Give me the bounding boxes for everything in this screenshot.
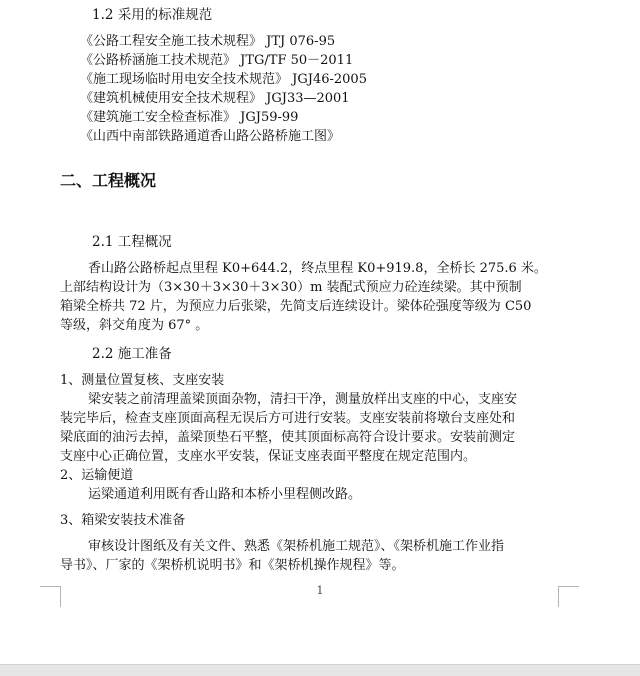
paragraph-line: 装完毕后，检查支座顶面高程无误后方可进行安装。支座安装前将墩台支座处和 (60, 411, 516, 426)
standard-item: 《建筑施工安全检查标准》 JGJ59-99 (80, 110, 299, 125)
standard-item: 《山西中南部铁路通道香山路公路桥施工图》 (80, 129, 341, 144)
paragraph-line: 审核设计图纸及有关文件、熟悉《架桥机施工规范》、《架桥机施工作业指 (88, 539, 505, 554)
paragraph-line: 梁底面的油污去掉，盖梁顶垫石平整，使其顶面标高符合设计要求。安装前测定 (60, 430, 516, 445)
section-heading-1-2: 1.2 采用的标准规范 (92, 7, 213, 23)
paragraph-line: 箱梁全桥共 72 片，为预应力后张梁，先简支后连续设计。梁体砼强度等级为 C50 (60, 299, 532, 314)
paragraph-line: 梁安装之前清理盖梁顶面杂物，清扫干净，测量放样出支座的中心，支座安 (88, 392, 518, 407)
list-item-heading: 3、箱梁安装技术准备 (60, 513, 186, 528)
paragraph-line: 运梁通道利用既有香山路和本桥小里程侧改路。 (88, 487, 362, 502)
paragraph-line: 导书》、厂家的《架桥机说明书》和《架桥机操作规程》等。 (60, 558, 405, 573)
section-heading-2-1: 2.1 工程概况 (92, 234, 172, 250)
list-item-heading: 1、测量位置复核、支座安装 (60, 373, 225, 388)
section-heading-2-2: 2.2 施工准备 (92, 346, 172, 362)
standard-item: 《公路桥涵施工技术规范》 JTG/TF 50－2011 (80, 53, 354, 68)
standard-item: 《公路工程安全施工技术规程》 JTJ 076-95 (80, 34, 336, 49)
paragraph-line: 上部结构设计为（3×30＋3×30＋3×30）m 装配式预应力砼连续梁。其中预制 (60, 280, 522, 295)
paragraph-line: 香山路公路桥起点里程 K0+644.2，终点里程 K0+919.8，全桥长 275.6 米。 (88, 261, 547, 276)
chapter-heading: 二、工程概况 (60, 171, 157, 190)
standard-item: 《建筑机械使用安全技术规程》 JGJ33—2001 (80, 91, 350, 106)
page-number: 1 (316, 584, 324, 597)
paragraph-line: 支座中心正确位置，支座水平安装，保证支座表面平整度在规定范围内。 (60, 449, 477, 464)
page-gap-strip (0, 664, 640, 676)
list-item-heading: 2、运输便道 (60, 468, 134, 483)
standard-item: 《施工现场临时用电安全技术规范》 JGJ46-2005 (80, 72, 367, 87)
paragraph-line: 等级，斜交角度为 67° 。 (60, 318, 209, 333)
